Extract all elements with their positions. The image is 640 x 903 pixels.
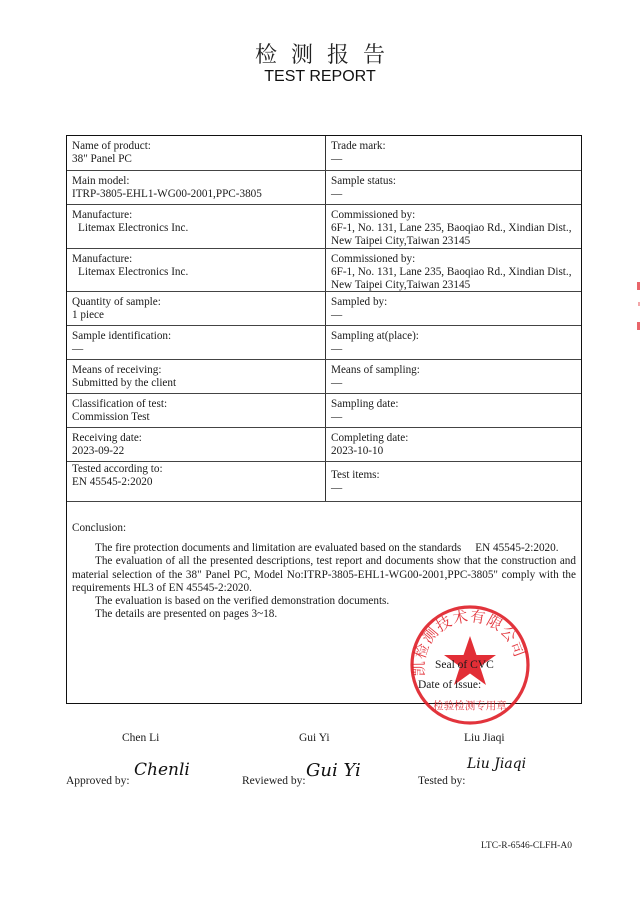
field-value: EN 45545-2:2020	[72, 476, 153, 488]
field-value: —	[331, 309, 343, 321]
field-label: Receiving date:	[72, 432, 142, 444]
means-of-receiving-cell	[67, 360, 326, 393]
field-value: —	[331, 377, 343, 389]
conclusion-paragraph: The details are presented on pages 3~18.	[95, 608, 278, 621]
field-label: Classification of test:	[72, 398, 168, 410]
field-label: Sample status:	[331, 175, 396, 187]
field-value: Litemax Electronics Inc.	[78, 222, 189, 234]
field-value: 2023-10-10	[331, 445, 384, 457]
report-title-english: TEST REPORT	[264, 68, 376, 85]
sample-identification-cell	[67, 326, 326, 359]
field-label: Main model:	[72, 175, 130, 187]
field-value: 6F-1, No. 131, Lane 235, Baoqiao Rd., Xindian Dist.,	[331, 222, 572, 234]
sampling-place-cell	[326, 326, 583, 359]
tester-name: Liu Jiaqi	[464, 732, 505, 744]
field-value-line2: New Taipei City,Taiwan 23145	[331, 279, 471, 291]
classification-cell	[67, 394, 326, 427]
table-row	[67, 171, 581, 205]
quantity-cell	[67, 292, 326, 325]
field-label: Sampling at(place):	[331, 330, 419, 342]
manufacture-cell	[67, 249, 326, 291]
field-label: Means of sampling:	[331, 364, 420, 376]
svg-text:凯检测技术有限公司: 凯检测技术有限公司	[409, 607, 529, 677]
field-value: Commission Test	[72, 411, 150, 423]
tester-signature: Liu Jiaqi	[467, 756, 527, 772]
reviewed-by-label: Reviewed by:	[242, 775, 306, 787]
field-value: —	[331, 343, 343, 355]
sample-status-cell	[326, 171, 583, 204]
test-items-cell	[326, 462, 583, 501]
field-value: —	[331, 482, 343, 494]
table-row	[67, 428, 581, 462]
field-label: Tested according to:	[72, 463, 163, 475]
official-seal-stamp	[408, 603, 532, 727]
table-row	[67, 394, 581, 428]
date-of-issue-label: Date of issue:	[418, 679, 482, 691]
conclusion-paragraph: The evaluation of all the presented descriptions, test report and documents show that the construction and material selection of the 38" Panel PC, Model No:ITRP-3805-EHL1-WG00-2001,PPC-3805" comply with the requirements HL3 of EN 45545-2:2020.	[72, 555, 576, 594]
field-label: Sampling date:	[331, 398, 399, 410]
table-row	[67, 136, 581, 171]
conclusion-paragraph: The evaluation is based on the verified demonstration documents.	[95, 595, 390, 608]
conclusion-standard: EN 45545-2:2020.	[475, 542, 559, 555]
table-row	[67, 360, 581, 394]
conclusion-heading: Conclusion:	[72, 522, 127, 534]
tested-by-label: Tested by:	[418, 775, 466, 787]
table-row	[67, 205, 581, 249]
approved-by-label: Approved by:	[66, 775, 130, 787]
table-row	[67, 462, 581, 502]
field-value: —	[331, 153, 343, 165]
field-value: 1 piece	[72, 309, 104, 321]
field-label: Completing date:	[331, 432, 409, 444]
manufacture-cell	[67, 205, 326, 248]
svg-text:检验检测专用章: 检验检测专用章	[433, 700, 507, 712]
field-value: 38" Panel PC	[72, 153, 132, 165]
seal-label: Seal of CVC	[435, 659, 494, 671]
field-label: Sample identification:	[72, 330, 172, 342]
field-label: Commissioned by:	[331, 253, 416, 265]
field-value: —	[331, 411, 343, 423]
commissioned-by-cell	[326, 205, 583, 248]
trade-mark-cell	[326, 136, 583, 170]
field-value: —	[72, 343, 84, 355]
approver-signature: Chenli	[134, 760, 190, 780]
field-label: Manufacture:	[72, 253, 133, 265]
sampling-date-cell	[326, 394, 583, 427]
table-row	[67, 326, 581, 360]
conclusion-paragraph	[72, 542, 576, 555]
field-label: Quantity of sample:	[72, 296, 161, 308]
table-row	[67, 249, 581, 292]
field-value: ITRP-3805-EHL1-WG00-2001,PPC-3805	[72, 188, 262, 200]
reviewer-name: Gui Yi	[299, 732, 330, 744]
tested-according-cell	[67, 462, 326, 501]
field-label: Name of product:	[72, 140, 151, 152]
field-label: Manufacture:	[72, 209, 133, 221]
report-title-chinese: 检测报告	[254, 43, 399, 68]
main-model-cell	[67, 171, 326, 204]
field-label: Trade mark:	[331, 140, 386, 152]
completing-date-cell	[326, 428, 583, 461]
field-value: Submitted by the client	[72, 377, 177, 389]
product-name-cell	[67, 136, 326, 170]
field-value: 6F-1, No. 131, Lane 235, Baoqiao Rd., Xindian Dist.,	[331, 266, 572, 278]
field-value: Litemax Electronics Inc.	[78, 266, 189, 278]
approver-name: Chen Li	[122, 732, 160, 744]
field-label: Sampled by:	[331, 296, 388, 308]
sampled-by-cell	[326, 292, 583, 325]
means-of-sampling-cell	[326, 360, 583, 393]
field-label: Test items:	[331, 469, 380, 481]
field-label: Commissioned by:	[331, 209, 416, 221]
field-value: 2023-09-22	[72, 445, 125, 457]
document-code: LTC-R-6546-CLFH-A0	[481, 841, 572, 851]
field-value: —	[331, 188, 343, 200]
table-row	[67, 292, 581, 326]
commissioned-by-cell	[326, 249, 583, 291]
edge-stamp-marks-icon	[632, 280, 640, 340]
field-value-line2: New Taipei City,Taiwan 23145	[331, 235, 471, 247]
field-label: Means of receiving:	[72, 364, 162, 376]
conclusion-text: The fire protection documents and limitation are evaluated based on the standards	[95, 542, 462, 555]
reviewer-signature: Gui Yi	[306, 760, 361, 781]
receiving-date-cell	[67, 428, 326, 461]
